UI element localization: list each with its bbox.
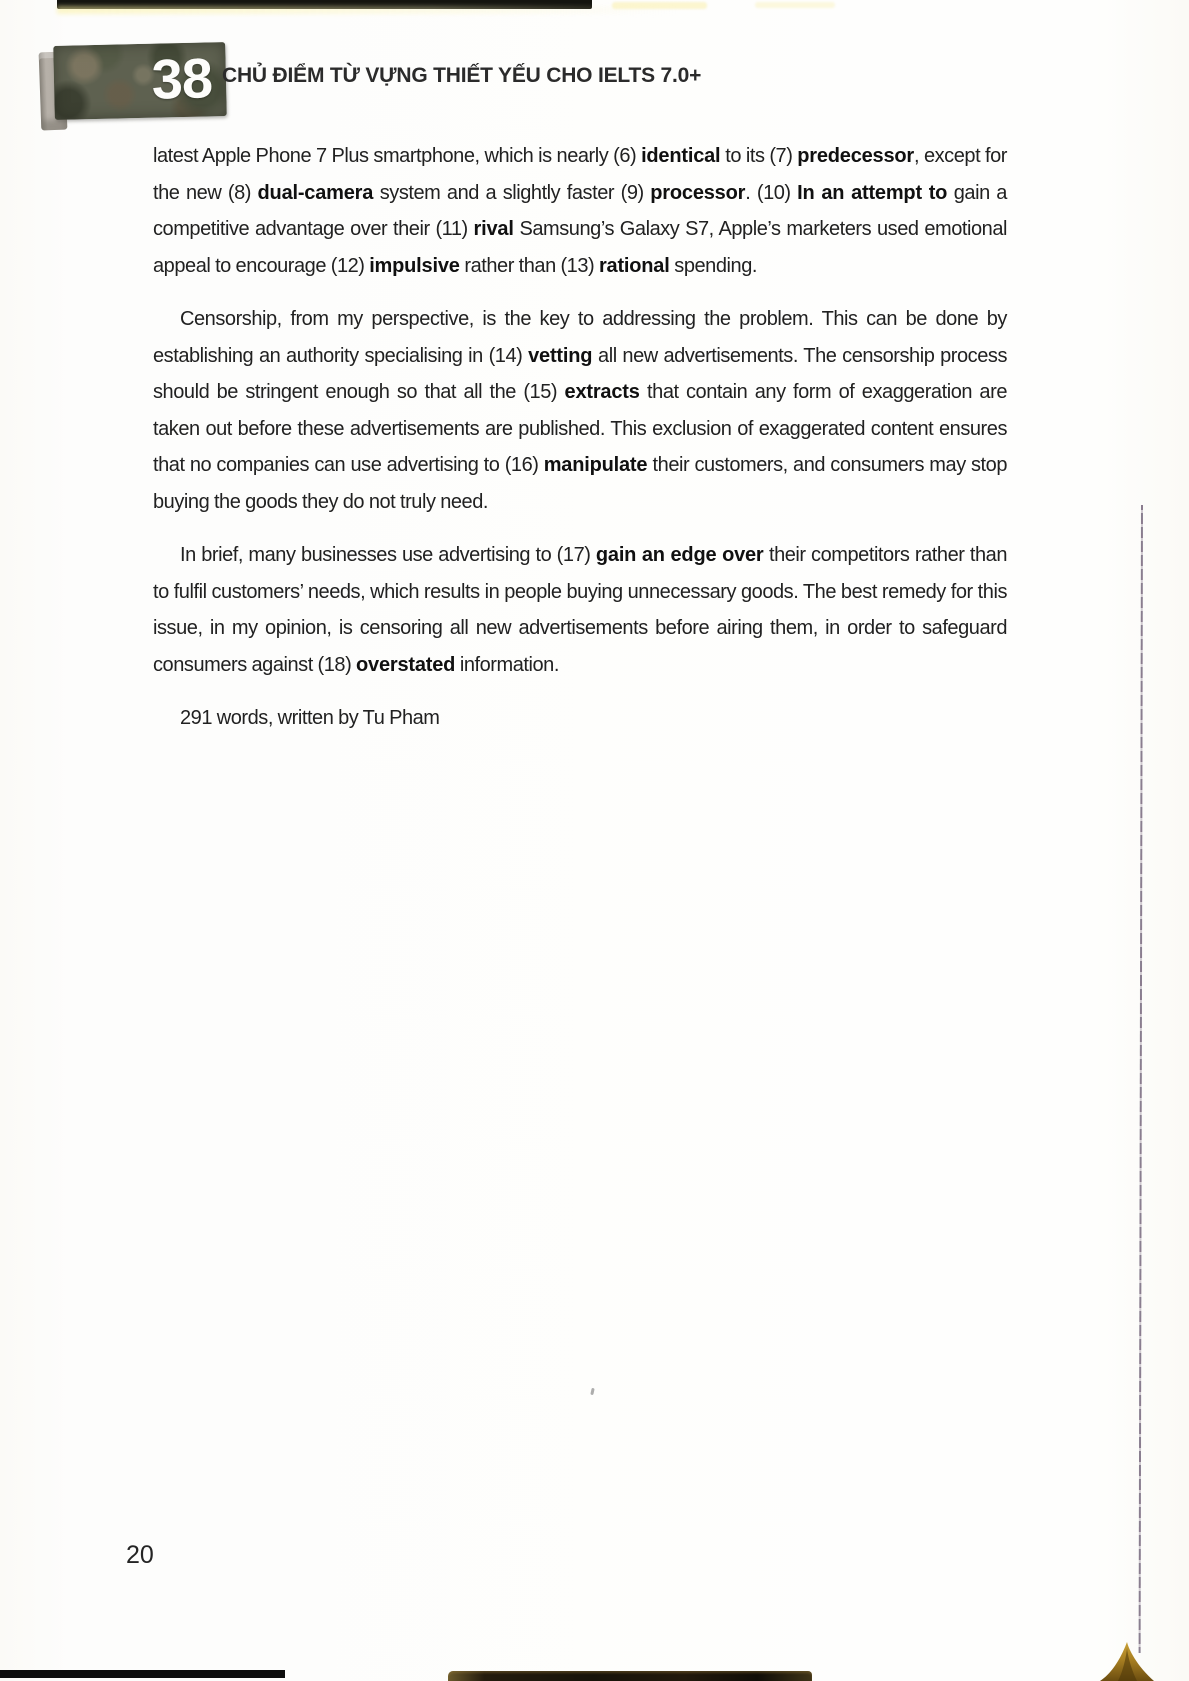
ink-speck [590, 1388, 594, 1395]
page-number: 20 [126, 1541, 154, 1569]
essay-paragraph-2: Censorship, from my perspective, is the key to addressing the problem. This can be done by establishing an authority specialising in (14) vetting all new advertisements. The censorship process should be stringent enough so that all the (15) extracts that contain any form of exaggeration are taken out before these advertisements are published. This exclusion of exaggerated content ensures that no companies can use advertising to (16) manipulate their customers, and consumers may stop buying the goods they do not truly need. [153, 308, 1007, 513]
scan-top-smudge [755, 2, 835, 8]
unit-badge-background [53, 42, 227, 120]
word-count-byline: 291 words, written by Tu Pham [180, 707, 440, 729]
unit-badge [36, 42, 236, 132]
essay-body [153, 138, 1007, 754]
page-header-title: CHỦ ĐIỂM TỪ VỰNG THIẾT YẾU CHO IELTS 7.0+ [222, 64, 702, 87]
page-edge-line [1139, 505, 1143, 1653]
essay-paragraph-3: In brief, many businesses use advertising to (17) gain an edge over their competitors rather than to fulfil customers’ needs, which results in people buying unnecessary goods. The best remedy for this issue, in my opinion, is censoring all new advertisements before airing them, in order to safeguard consumers against (18) overstated information. [153, 544, 1008, 676]
page-corner-curl-gold [1096, 1640, 1158, 1681]
scan-bottom-bar-left [0, 1670, 285, 1678]
scan-top-glow [57, 6, 677, 14]
scan-bottom-bar-center [448, 1671, 812, 1681]
scan-top-smudge [612, 2, 707, 9]
essay-paragraph-1: latest Apple Phone 7 Plus smartphone, which is nearly (6) identical to its (7) predecessor, except for the new (8) dual-camera system and a slightly faster (9) processor. (10) In an attempt to gain a competitive advantage over their (11) rival Samsung’s Galaxy S7, Apple’s marketers used emotional appeal to encourage (12) impulsive rather than (13) rational spending. [153, 145, 1008, 277]
unit-number: 38 [150, 46, 213, 111]
